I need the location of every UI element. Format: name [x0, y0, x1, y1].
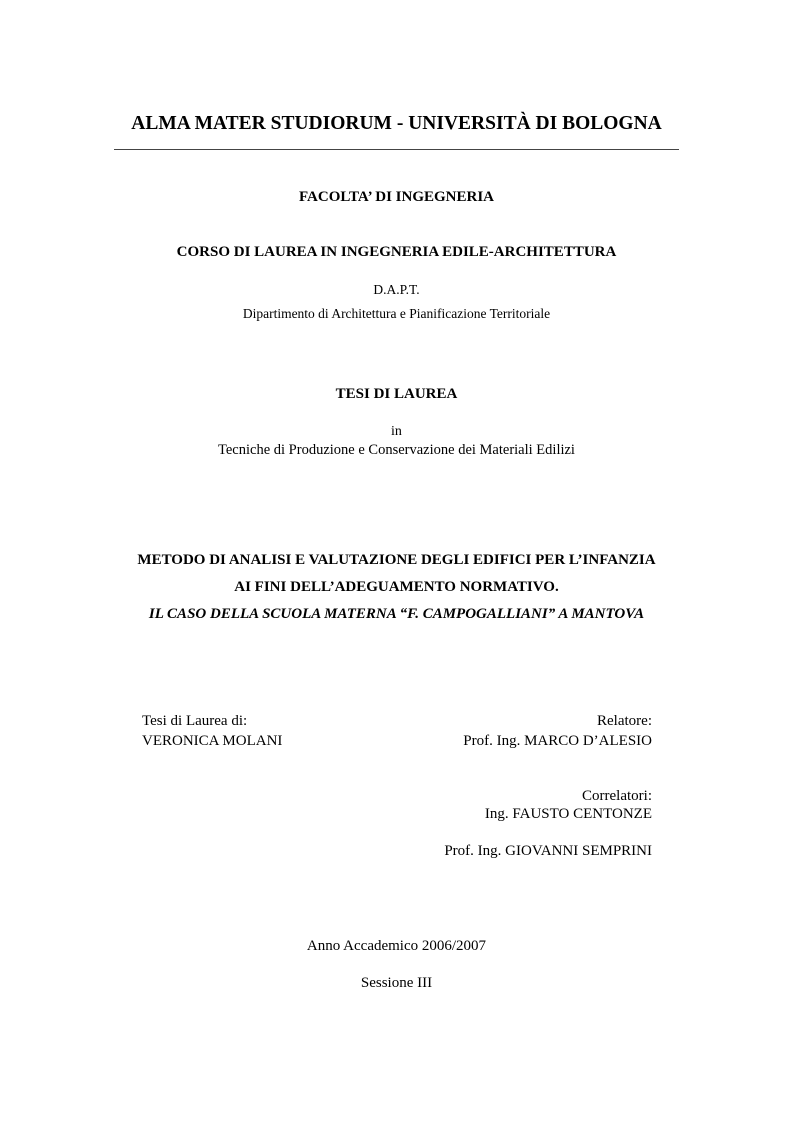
course-name: CORSO DI LAUREA IN INGEGNERIA EDILE-ARCHITETTURA	[176, 244, 617, 260]
faculty-name: FACOLTA’ DI INGEGNERIA	[298, 189, 495, 205]
supervisor-label: Relatore:	[597, 713, 652, 729]
co-supervisor-name: Prof. Ing. GIOVANNI SEMPRINI	[444, 843, 652, 859]
thesis-title-line-1: METODO DI ANALISI E VALUTAZIONE DEGLI EDIFICI PER L’INFANZIA	[137, 552, 656, 568]
header-divider	[114, 149, 679, 150]
university-name: ALMA MATER STUDIORUM - UNIVERSITÀ DI BOLOGNA	[131, 113, 662, 134]
department-abbreviation: D.A.P.T.	[373, 282, 420, 297]
department-name: Dipartimento di Architettura e Pianificazione Territoriale	[242, 306, 551, 321]
author-name: VERONICA MOLANI	[142, 733, 283, 749]
supervisor-name: Prof. Ing. MARCO D’ALESIO	[463, 733, 652, 749]
thesis-title-line-3: IL CASO DELLA SCUOLA MATERNA “F. CAMPOGALLIANI” A MANTOVA	[148, 606, 645, 622]
co-supervisor-name: Ing. FAUSTO CENTONZE	[484, 806, 652, 822]
session: Sessione III	[360, 975, 433, 991]
thesis-title-line-2: AI FINI DELL’ADEGUAMENTO NORMATIVO.	[234, 579, 559, 595]
academic-year: Anno Accademico 2006/2007	[306, 938, 487, 954]
co-supervisors-label: Correlatori:	[582, 788, 652, 804]
thesis-label: TESI DI LAUREA	[335, 386, 458, 402]
thesis-in-word: in	[391, 424, 402, 439]
thesis-subject: Tecniche di Produzione e Conservazione dei Materiali Edilizi	[218, 442, 575, 458]
author-label: Tesi di Laurea di:	[142, 713, 248, 729]
